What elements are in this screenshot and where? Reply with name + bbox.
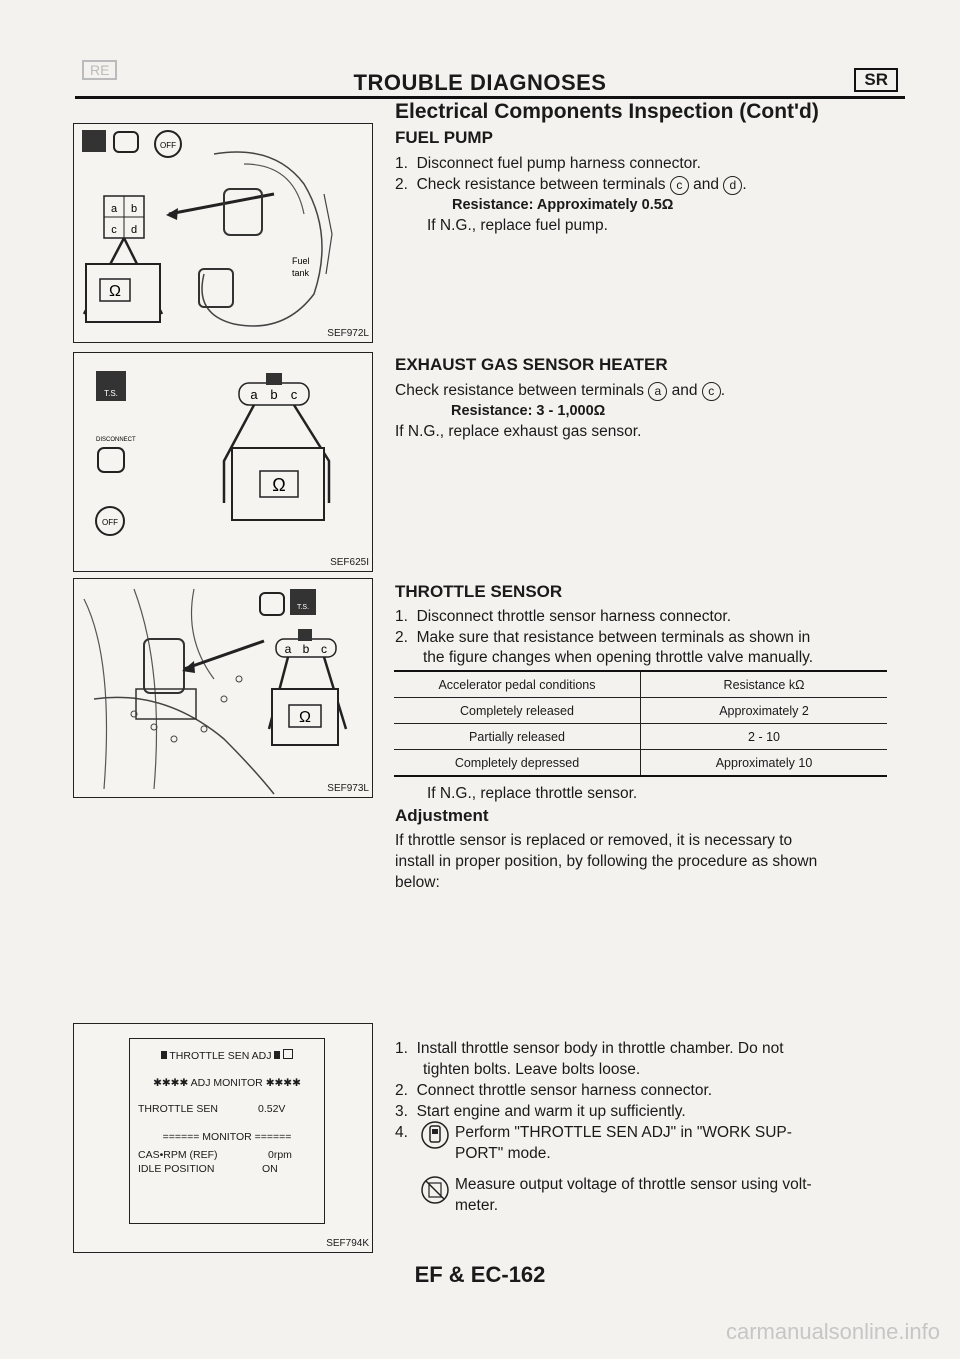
table-header-cell: Accelerator pedal conditions — [394, 671, 641, 698]
svg-text:Ω: Ω — [272, 475, 286, 495]
page-number: EF & EC-162 — [414, 1262, 546, 1287]
svg-text:DISCONNECT: DISCONNECT — [96, 437, 136, 443]
re-badge: RE — [82, 60, 117, 80]
adjustment-line-2: install in proper position, by following the procedure as shown — [395, 853, 818, 870]
figure-fuel-pump — [73, 123, 373, 343]
svg-text:T.S.: T.S. — [104, 389, 118, 398]
svg-text:b: b — [130, 203, 138, 215]
svg-text:T.S.: T.S. — [296, 604, 310, 611]
exhaust-heading: EXHAUST GAS SENSOR HEATER — [395, 355, 668, 374]
svg-text:c: c — [321, 642, 327, 656]
table-cell: 2 - 10 — [641, 724, 888, 750]
svg-text:tank: tank — [292, 268, 310, 278]
table-cell: Approximately 10 — [641, 750, 888, 777]
fuel-pump-step-2: 2. Check resistance between terminals c and d . — [395, 176, 747, 193]
monitor-adj-row: ✱✱✱✱ ADJ MONITOR ✱✱✱✱ — [153, 1077, 301, 1089]
svg-text:Fuel: Fuel — [292, 256, 310, 266]
terminal-a-badge: a — [648, 382, 667, 401]
figure-exhaust-sensor — [73, 352, 373, 572]
svg-text:b: b — [270, 387, 278, 402]
watermark: carmanualsonline.info — [725, 1319, 940, 1344]
svg-text:d: d — [130, 224, 138, 236]
terminal-d-badge: d — [723, 176, 742, 195]
svg-text:a: a — [284, 642, 292, 656]
table-cell: Completely released — [394, 698, 641, 724]
throttle-step-1: 1. Disconnect throttle sensor harness connector. — [395, 608, 732, 625]
terminal-c-badge: c — [670, 176, 689, 195]
step-1-cont: tighten bolts. Leave bolts loose. — [423, 1061, 641, 1078]
monitor-label: CAS•RPM (REF) — [138, 1149, 218, 1161]
no-tools-icon — [420, 1175, 450, 1205]
figure-code: SEF973L — [327, 783, 369, 794]
table-header-cell: Resistance kΩ — [641, 671, 888, 698]
monitor-screen — [129, 1038, 325, 1224]
monitor-value: 0.52V — [258, 1103, 286, 1115]
fuel-pump-diagram — [74, 124, 372, 342]
figure-code: SEF794K — [326, 1238, 369, 1249]
monitor-title-row: THROTTLE SEN ADJ — [130, 1049, 324, 1062]
fuel-pump-step-1: 1. Disconnect fuel pump harness connector. — [395, 155, 701, 172]
section-title: Electrical Components Inspection (Cont'd) — [395, 100, 819, 123]
terminal-c-badge: c — [702, 382, 721, 401]
figure-throttle-sensor — [73, 578, 373, 798]
monitor-label: THROTTLE SEN — [138, 1103, 218, 1115]
throttle-step-2-cont: the figure changes when opening throttle valve manually. — [423, 649, 814, 666]
table-row — [394, 750, 887, 777]
header-rule — [75, 96, 905, 99]
ts-icon — [290, 589, 316, 615]
table-header-row — [394, 671, 887, 698]
table-row — [394, 698, 887, 724]
disconnect-icon — [260, 593, 284, 615]
exhaust-ng: If N.G., replace exhaust gas sensor. — [395, 423, 642, 440]
figure-code: SEF625I — [330, 557, 369, 568]
svg-text:Ω: Ω — [299, 709, 311, 726]
throttle-heading: THROTTLE SENSOR — [395, 582, 563, 601]
consult-icon — [420, 1120, 450, 1150]
exhaust-sensor-diagram — [74, 353, 372, 571]
svg-text:b: b — [302, 642, 310, 656]
throttle-ng: If N.G., replace throttle sensor. — [427, 785, 638, 802]
step-5: Measure output voltage of throttle sensor using volt- — [455, 1176, 812, 1193]
svg-text:a: a — [250, 387, 258, 402]
fuel-pump-ng: If N.G., replace fuel pump. — [427, 217, 608, 234]
ohmmeter-icon — [86, 264, 160, 322]
monitor-divider: ====== MONITOR ====== — [162, 1131, 292, 1143]
fuel-pump-resistance: Resistance: Approximately 0.5Ω — [452, 197, 674, 213]
adjustment-line-1: If throttle sensor is replaced or removed, it is necessary to — [395, 832, 793, 849]
fuel-pump-heading: FUEL PUMP — [395, 128, 493, 147]
resistance-table — [394, 670, 887, 777]
step-2: 2. Connect throttle sensor harness connector. — [395, 1082, 713, 1099]
figure-code: SEF972L — [327, 328, 369, 339]
svg-text:c: c — [290, 387, 298, 402]
monitor-label: IDLE POSITION — [138, 1163, 215, 1175]
svg-text:a: a — [110, 203, 118, 215]
monitor-value: 0rpm — [268, 1149, 292, 1161]
disconnect-icon — [114, 132, 138, 152]
sr-badge: SR — [854, 68, 898, 92]
table-cell: Approximately 2 — [641, 698, 888, 724]
svg-text:OFF: OFF — [160, 141, 176, 150]
step-4-num: 4. — [395, 1124, 408, 1141]
svg-text:OFF: OFF — [102, 518, 118, 527]
step-5-cont: meter. — [455, 1197, 499, 1214]
figure-monitor — [73, 1023, 373, 1253]
step-4-cont: PORT" mode. — [455, 1145, 551, 1162]
adjustment-heading: Adjustment — [395, 806, 489, 825]
step-1: 1. Install throttle sensor body in throttle chamber. Do not — [395, 1040, 784, 1057]
exhaust-resistance: Resistance: 3 - 1,000Ω — [451, 403, 606, 419]
table-cell: Completely depressed — [394, 750, 641, 777]
svg-text:Ω: Ω — [109, 283, 121, 300]
ts-icon — [82, 130, 106, 152]
disconnect-icon — [98, 448, 124, 472]
exhaust-line: Check resistance between terminals a and c . — [395, 382, 726, 399]
monitor-value: ON — [262, 1163, 278, 1175]
step-3: 3. Start engine and warm it up sufficiently. — [395, 1103, 686, 1120]
table-cell: Partially released — [394, 724, 641, 750]
svg-text:c: c — [111, 224, 117, 236]
adjustment-line-3: below: — [395, 874, 440, 891]
throttle-sensor-diagram — [74, 579, 372, 797]
page-title: TROUBLE DIAGNOSES — [353, 70, 607, 95]
step-4: Perform "THROTTLE SEN ADJ" in "WORK SUP- — [455, 1124, 792, 1141]
table-row — [394, 724, 887, 750]
throttle-step-2: 2. Make sure that resistance between terminals as shown in — [395, 629, 811, 646]
